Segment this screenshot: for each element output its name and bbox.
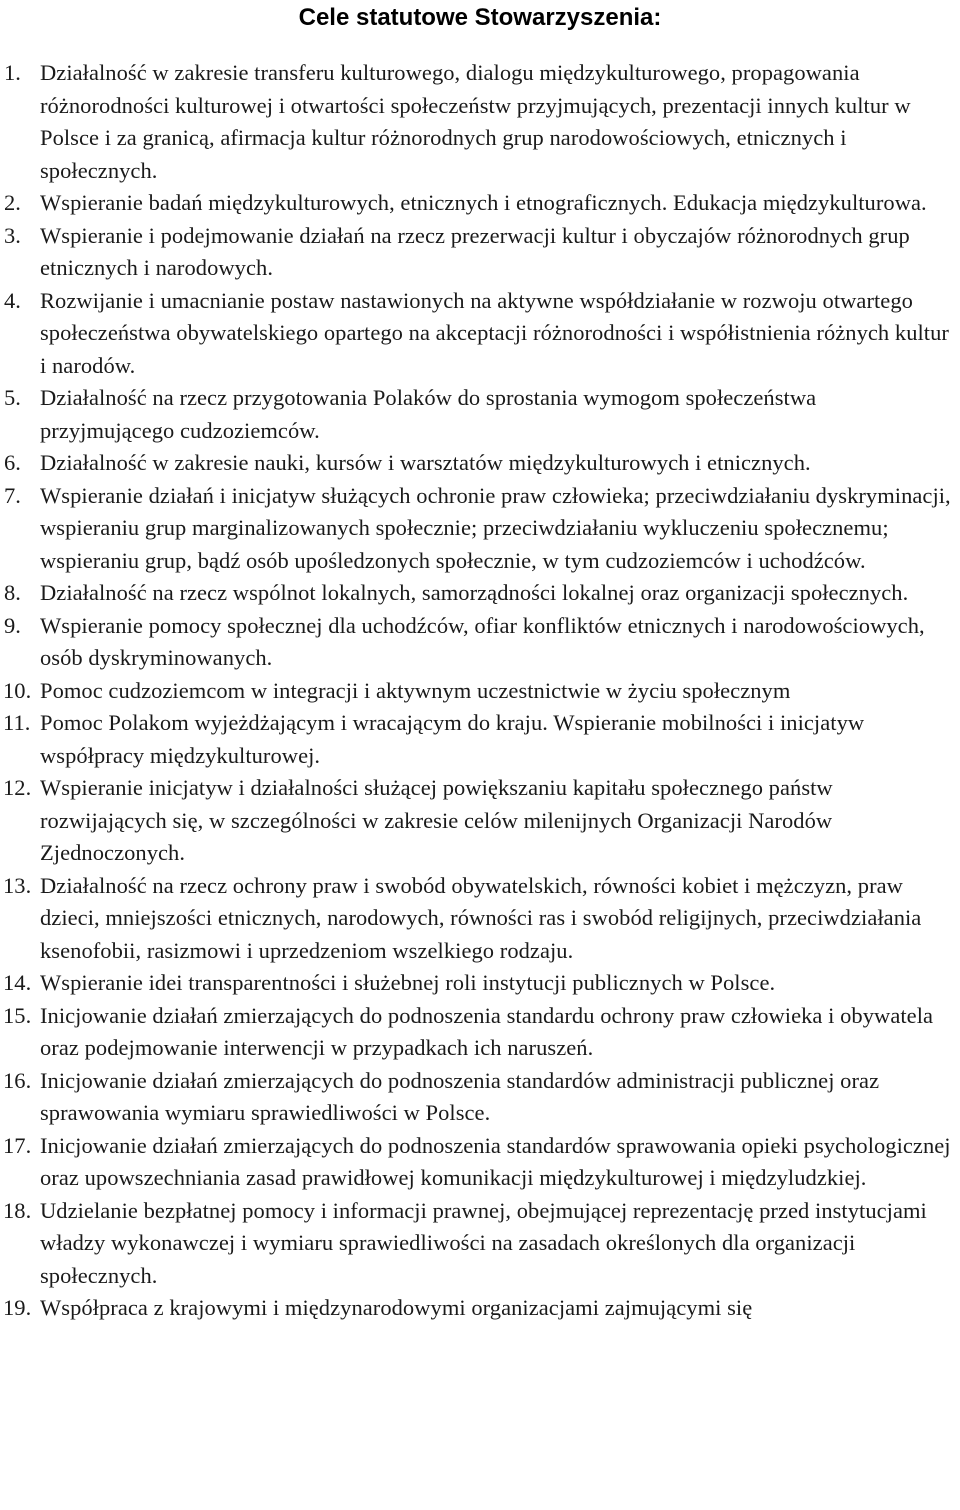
- item-number: 16.: [3, 1067, 32, 1093]
- item-text: Inicjowanie działań zmierzających do podnoszenia standardu ochrony praw człowieka i obywatela oraz podejmowanie interwencji w przypadkach ich naruszeń.: [40, 1002, 934, 1060]
- list-item: [0, 382, 960, 447]
- item-text: Rozwijanie i umacnianie postaw nastawionych na aktywne współdziałanie w rozwoju otwartego społeczeństwa obywatelskiego opartego na akceptacji różnorodności i współistnienia różnych kultur i narodów.: [40, 287, 949, 378]
- item-number: 13.: [3, 872, 32, 898]
- list-item: [0, 480, 960, 578]
- item-text: Działalność na rzecz przygotowania Polaków do sprostania wymogom społeczeństwa przyjmującego cudzoziemców.: [40, 385, 817, 443]
- item-text: Współpraca z krajowymi i międzynarodowymi organizacjami zajmującymi się: [40, 1295, 753, 1320]
- list-item: [0, 675, 960, 708]
- item-number: 9.: [4, 612, 21, 638]
- item-text: Udzielanie bezpłatnej pomocy i informacji prawnej, obejmującej reprezentację przed instytucjami władzy wykonawczej i wymiaru sprawiedliwości na zasadach określonych dla organizacji społecznych.: [40, 1197, 927, 1288]
- item-number: 1.: [4, 60, 21, 85]
- list-item: [0, 220, 960, 285]
- item-number: 17.: [3, 1132, 32, 1158]
- item-text: Wspieranie działań i inicjatyw służących ochronie praw człowieka; przeciwdziałaniu dyskryminacji, wspieraniu grup marginalizowanych społecznie; przeciwdziałaniu wykluczeniu społecznemu; wspieraniu grup, bądź osób upośledzonych społecznie, w tym cudzoziemców i uchodźców.: [40, 482, 951, 573]
- list-item: [0, 1130, 960, 1195]
- list-item: [0, 285, 960, 383]
- item-number: 12.: [3, 775, 32, 800]
- item-text: Pomoc cudzoziemcom w integracji i aktywnym uczestnictwie w życiu społecznym: [40, 677, 791, 703]
- list-item: [0, 187, 960, 220]
- item-number: 19.: [3, 1295, 32, 1320]
- list-item: [0, 870, 960, 968]
- item-number: 4.: [4, 287, 21, 313]
- list-item: [0, 1000, 960, 1065]
- item-number: 5.: [4, 385, 21, 410]
- item-number: 7.: [4, 482, 21, 508]
- item-text: Wspieranie inicjatyw i działalności służącej powiększaniu kapitału społecznego państw rozwijających się, w szczególności w zakresie celów milenijnych Organizacji Narodów Zjednoczonych.: [40, 775, 833, 865]
- item-text: Wspieranie i podejmowanie działań na rzecz prezerwacji kultur i obyczajów różnorodnych grup etnicznych i narodowych.: [40, 222, 910, 280]
- list-item: [0, 707, 960, 772]
- item-number: 15.: [3, 1002, 32, 1028]
- list-item: [0, 577, 960, 610]
- list-item: [0, 1065, 960, 1130]
- item-text: Działalność w zakresie nauki, kursów i warsztatów międzykulturowych i etnicznych.: [40, 450, 811, 475]
- list-item: [0, 610, 960, 675]
- item-text: Pomoc Polakom wyjeżdżającym i wracającym do kraju. Wspieranie mobilności i inicjatyw współpracy międzykulturowej.: [40, 710, 865, 768]
- item-number: 11.: [3, 710, 31, 735]
- page-title: Cele statutowe Stowarzyszenia:: [298, 4, 662, 31]
- list-item: [0, 967, 960, 1000]
- item-number: 6.: [4, 450, 21, 475]
- item-text: Wspieranie idei transparentności i służebnej roli instytucji publicznych w Polsce.: [40, 970, 776, 995]
- item-text: Działalność na rzecz ochrony praw i swobód obywatelskich, równości kobiet i mężczyzn, praw dzieci, mniejszości etnicznych, narodowych, równości ras i swobód religijnych, przeciwdziałania ksenofobii, rasizmowi i uprzedzeniom wszelkiego rodzaju.: [40, 872, 922, 963]
- item-number: 2.: [4, 190, 21, 215]
- item-text: Działalność na rzecz wspólnot lokalnych, samorządności lokalnej oraz organizacji społecznych.: [40, 580, 909, 605]
- goals-list: [0, 57, 960, 1325]
- item-number: 10.: [3, 677, 32, 703]
- item-number: 8.: [4, 580, 21, 605]
- item-text: Działalność w zakresie transferu kulturowego, dialogu międzykulturowego, propagowania różnorodności kulturowej i otwartości społeczeństw przyjmujących, prezentacji innych kultur w Polsce i za granicą, afirmacja kultur różnorodnych grup narodowościowych, etnicznych i społecznych.: [40, 60, 911, 183]
- list-item: [0, 772, 960, 870]
- item-text: Wspieranie badań międzykulturowych, etnicznych i etnograficznych. Edukacja międzykulturowa.: [40, 190, 927, 215]
- item-text: Inicjowanie działań zmierzających do podnoszenia standardów administracji publicznej oraz sprawowania wymiaru sprawiedliwości w Polsce.: [40, 1067, 880, 1125]
- list-item: [0, 447, 960, 480]
- item-number: 14.: [3, 970, 32, 995]
- item-text: Wspieranie pomocy społecznej dla uchodźców, ofiar konfliktów etnicznych i narodowościowych, osób dyskryminowanych.: [40, 612, 925, 670]
- list-item: [0, 57, 960, 187]
- item-number: 3.: [4, 222, 21, 248]
- item-number: 18.: [3, 1197, 32, 1223]
- list-item: [0, 1195, 960, 1293]
- list-item: [0, 1292, 960, 1325]
- item-text: Inicjowanie działań zmierzających do podnoszenia standardów sprawowania opieki psychologicznej oraz upowszechniania zasad prawidłowej komunikacji międzykulturowej i międzyludzkiej.: [40, 1132, 951, 1190]
